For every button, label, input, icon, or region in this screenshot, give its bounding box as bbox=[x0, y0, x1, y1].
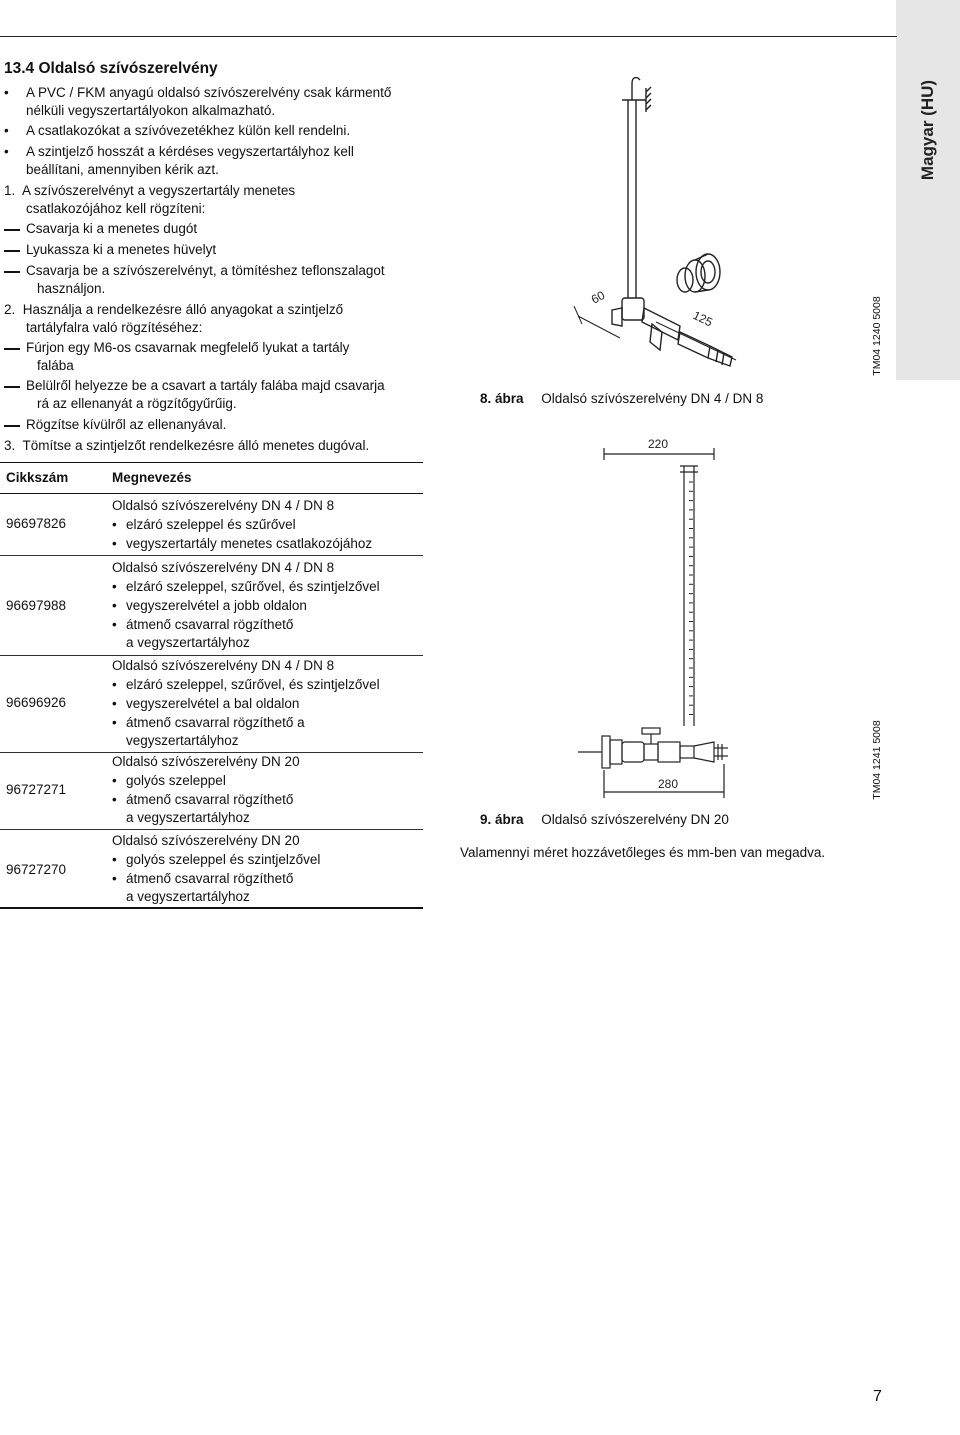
header-code: Cikkszám bbox=[6, 470, 69, 485]
row-3-line-4: • átmenő csavarral rögzíthető a bbox=[112, 715, 305, 730]
bullet-2-line-1: • A csatlakozókat a szívóvezetékhez külön kell rendelni. bbox=[4, 122, 350, 140]
fig9-dim-bottom: 280 bbox=[658, 777, 679, 791]
row-2-line-4: • átmenő csavarral rögzíthető bbox=[112, 617, 293, 632]
figure-9-caption bbox=[480, 812, 729, 827]
row-separator bbox=[0, 655, 423, 656]
row-1-code: 96697826 bbox=[6, 516, 67, 531]
dimension-note: Valamennyi méret hozzávetőleges és mm-ben van megadva. bbox=[460, 845, 826, 860]
row-2-code: 96697988 bbox=[6, 598, 67, 613]
row-4-line-2: • golyós szeleppel bbox=[112, 773, 226, 788]
row-1-line-2: • elzáró szeleppel és szűrővel bbox=[112, 517, 296, 532]
step-1-dash-3-cont: használjon. bbox=[37, 281, 106, 296]
step-2-dash-3: Rögzítse kívülről az ellenanyával. bbox=[4, 416, 226, 434]
figure-8-drawing bbox=[560, 70, 820, 390]
step-2-dash-1: Fúrjon egy M6-os csavarnak megfelelő lyukat a tartály bbox=[4, 339, 349, 357]
figure-9-code: TM04 1241 5008 bbox=[871, 720, 883, 800]
row-3-line-1: Oldalsó szívószerelvény DN 4 / DN 8 bbox=[112, 658, 335, 673]
bullet-1-line-2: nélküli vegyszertartályokon alkalmazható. bbox=[26, 103, 276, 118]
row-4-code: 96727271 bbox=[6, 782, 67, 797]
figure-9-number: 9. ábra bbox=[480, 812, 524, 827]
row-5-line-1: Oldalsó szívószerelvény DN 20 bbox=[112, 833, 300, 848]
row-1-line-1: Oldalsó szívószerelvény DN 4 / DN 8 bbox=[112, 498, 335, 513]
step-2-dash-2-cont: rá az ellenanyát a rögzítőgyűrűig. bbox=[37, 396, 237, 411]
row-3-line-2: • elzáró szeleppel, szűrővel, és szintjelzővel bbox=[112, 677, 380, 692]
table-header bbox=[0, 462, 423, 494]
bullet-3-line-1: • A szintjelző hosszát a kérdéses vegyszertartályhoz kell bbox=[4, 143, 354, 161]
step-1-line-1: 1. A szívószerelvényt a vegyszertartály menetes bbox=[4, 183, 296, 198]
step-2-dash-1-cont: falába bbox=[37, 358, 74, 373]
row-3-line-3: • vegyszerelvétel a bal oldalon bbox=[112, 696, 299, 711]
top-rule bbox=[0, 36, 897, 37]
bullet-3-line-2: beállítani, amennyiben kérik azt. bbox=[26, 162, 219, 177]
header-name: Megnevezés bbox=[112, 470, 192, 485]
row-5-line-2: • golyós szeleppel és szintjelzővel bbox=[112, 852, 320, 867]
fig8-dim-b: 125 bbox=[690, 308, 715, 330]
row-4-line-4: a vegyszertartályhoz bbox=[126, 810, 250, 825]
fig9-dim-top: 220 bbox=[648, 437, 669, 451]
row-1-line-3: • vegyszertartály menetes csatlakozójához bbox=[112, 536, 372, 551]
figure-8-caption bbox=[480, 391, 763, 406]
page-number: 7 bbox=[873, 1388, 882, 1405]
step-2-dash-2: Belülről helyezze be a csavart a tartály falába majd csavarja bbox=[4, 377, 385, 395]
step-2-line-1: 2. Használja a rendelkezésre álló anyagokat a szintjelző bbox=[4, 302, 344, 317]
fig8-dim-a: 60 bbox=[588, 288, 608, 307]
step-2-line-2: tartályfalra való rögzítéséhez: bbox=[26, 320, 203, 335]
row-2-line-1: Oldalsó szívószerelvény DN 4 / DN 8 bbox=[112, 560, 335, 575]
language-label: Magyar (HU) bbox=[918, 79, 937, 181]
row-3-code: 96696926 bbox=[6, 695, 67, 710]
row-5-code: 96727270 bbox=[6, 862, 67, 877]
row-2-line-5: a vegyszertartályhoz bbox=[126, 635, 250, 650]
row-separator bbox=[0, 752, 423, 753]
row-5-line-3: • átmenő csavarral rögzíthető bbox=[112, 871, 293, 886]
table-bottom-rule bbox=[0, 907, 423, 909]
step-1-dash-3: Csavarja be a szívószerelvényt, a tömítéshez teflonszalagot bbox=[4, 262, 385, 280]
step-1-line-2: csatlakozójához kell rögzíteni: bbox=[26, 201, 206, 216]
step-1-dash-1: Csavarja ki a menetes dugót bbox=[4, 220, 197, 238]
row-2-line-3: • vegyszerelvétel a jobb oldalon bbox=[112, 598, 307, 613]
figure-8-code: TM04 1240 5008 bbox=[871, 296, 883, 376]
bullet-1-line-1: • A PVC / FKM anyagú oldalsó szívószerelvény csak kármentő bbox=[4, 84, 391, 102]
row-2-line-2: • elzáró szeleppel, szűrővel, és szintjelzővel bbox=[112, 579, 380, 594]
step-1-dash-2: Lyukassza ki a menetes hüvelyt bbox=[4, 241, 216, 259]
section-title: 13.4 Oldalsó szívószerelvény bbox=[4, 60, 218, 77]
figure-8-number: 8. ábra bbox=[480, 391, 524, 406]
row-4-line-1: Oldalsó szívószerelvény DN 20 bbox=[112, 754, 300, 769]
row-separator bbox=[0, 829, 423, 830]
figure-9-title: Oldalsó szívószerelvény DN 20 bbox=[541, 812, 729, 827]
language-tab bbox=[896, 0, 960, 380]
row-4-line-3: • átmenő csavarral rögzíthető bbox=[112, 792, 293, 807]
step-3: 3. Tömítse a szintjelzőt rendelkezésre álló menetes dugóval. bbox=[4, 438, 370, 453]
row-3-line-5: vegyszertartályhoz bbox=[126, 733, 239, 748]
row-separator bbox=[0, 555, 423, 556]
figure-8-title: Oldalsó szívószerelvény DN 4 / DN 8 bbox=[541, 391, 764, 406]
figure-9-drawing bbox=[560, 430, 760, 810]
row-5-line-4: a vegyszertartályhoz bbox=[126, 889, 250, 904]
